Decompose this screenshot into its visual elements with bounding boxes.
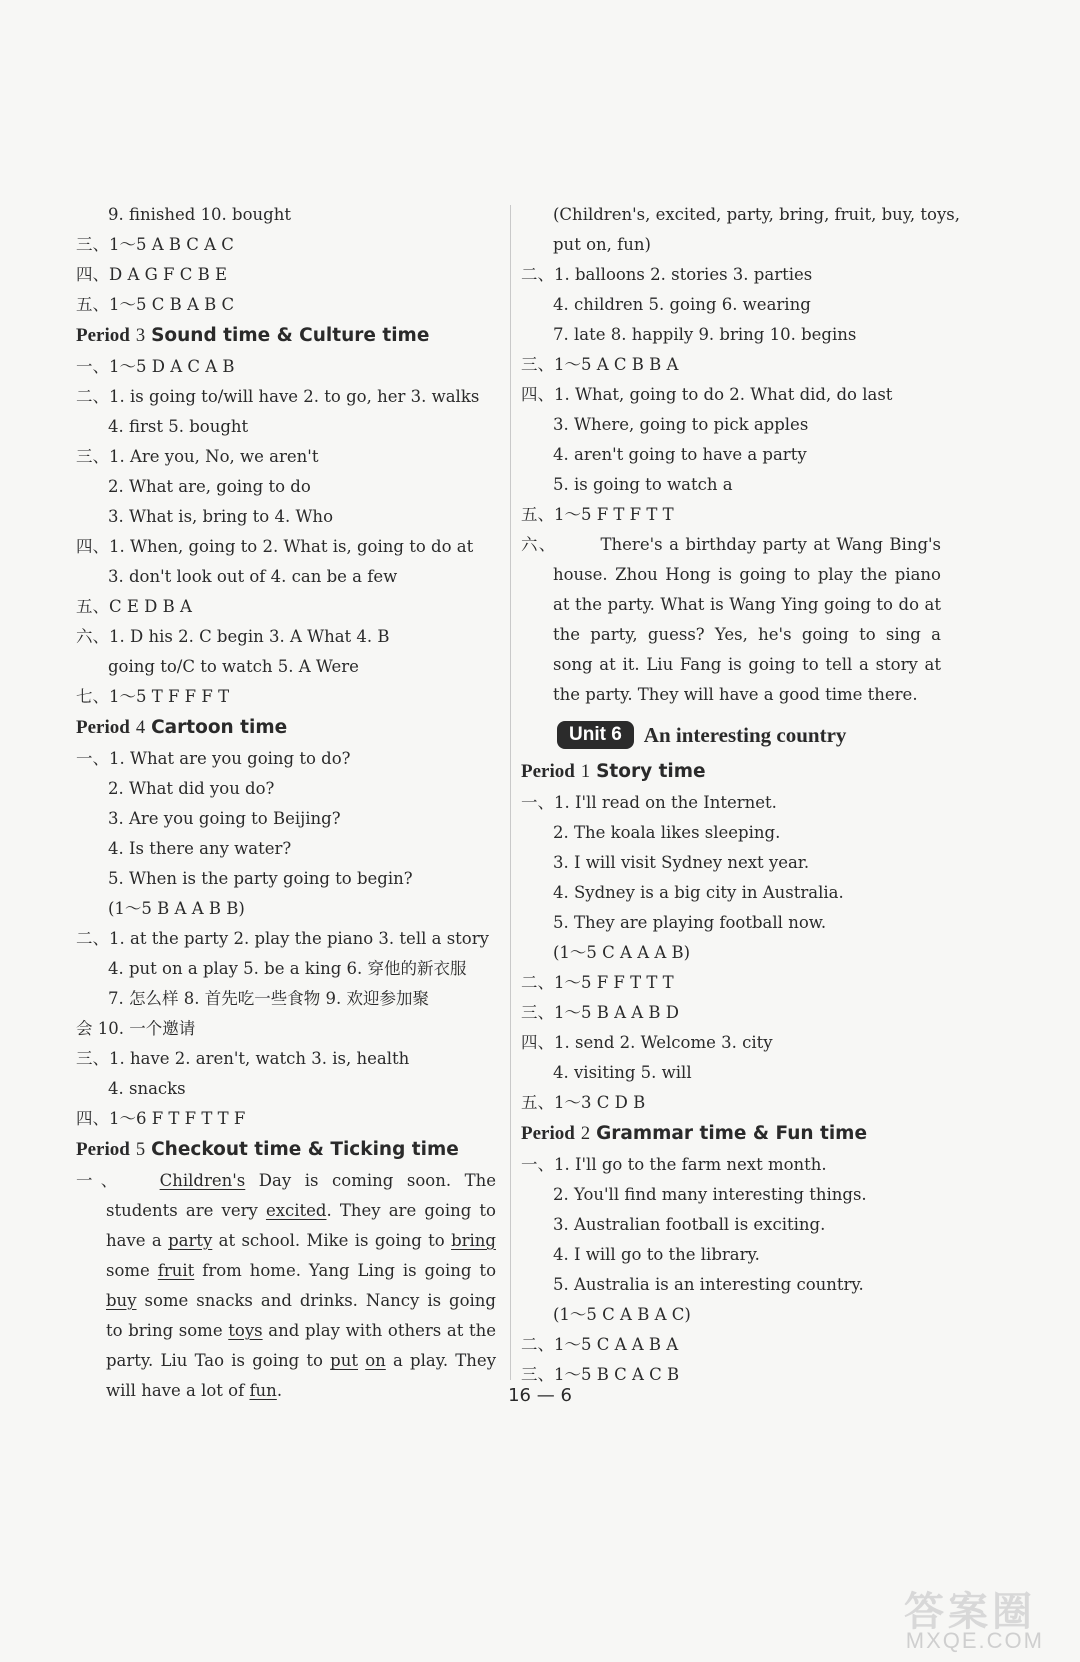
answer-line: 二、1. is going to/will have 2. to go, her 3. walks bbox=[76, 387, 480, 406]
answer-line: 一、1. I'll read on the Internet. bbox=[521, 793, 777, 812]
answer-line: 一、1～5 D A C A B bbox=[76, 357, 235, 376]
answer-line: 二、1～5 C A A B A bbox=[521, 1335, 679, 1354]
page-number: 16 — 6 bbox=[508, 1385, 572, 1406]
answer-line: 三、1～5 B A A B D bbox=[521, 1003, 680, 1022]
unit-heading bbox=[557, 714, 941, 754]
answer-line: 5. Australia is an interesting country. bbox=[553, 1275, 864, 1294]
period-heading: Period 5 Checkout time & Ticking time bbox=[76, 1139, 459, 1160]
answer-line: 4. Sydney is a big city in Australia. bbox=[553, 883, 844, 902]
answer-line: 5. is going to watch a bbox=[553, 475, 733, 494]
answer-line: 三、1～5 A B C A C bbox=[76, 235, 234, 254]
answer-line: 五、1～5 C B A B C bbox=[76, 295, 235, 314]
answer-line: 一、1. What are you going to do? bbox=[76, 749, 351, 768]
answer-line: 五、1～5 F T F T T bbox=[521, 505, 674, 524]
answer-line: 4. snacks bbox=[108, 1079, 186, 1098]
answer-line: 会 10. 一个邀请 bbox=[76, 1019, 196, 1038]
answer-line: 四、1. What, going to do 2. What did, do last bbox=[521, 385, 893, 404]
answer-line: 3. Where, going to pick apples bbox=[553, 415, 809, 434]
answer-line: (Children's, excited, party, bring, fruit, buy, toys, bbox=[553, 205, 960, 224]
answer-line: 七、1～5 T F F F T bbox=[76, 687, 230, 706]
answer-line: 3. don't look out of 4. can be a few bbox=[108, 567, 398, 586]
writing-paragraph: 六、 There's a birthday party at Wang Bing's house. Zhou Hong is going to play the piano at the party. What is Wang Ying going to do at the party, guess? Yes, he's going to sing a song at it. Liu Fang is going to tell a story at the party. They will have a good time there. bbox=[521, 535, 942, 704]
answer-line: 三、1～5 A C B B A bbox=[521, 355, 679, 374]
answer-line: 7. late 8. happily 9. bring 10. begins bbox=[553, 325, 857, 344]
answer-line: 3. Australian football is exciting. bbox=[553, 1215, 826, 1234]
answer-line: 4. put on a play 5. be a king 6. 穿他的新衣服 bbox=[108, 959, 467, 978]
answer-line: 4. I will go to the library. bbox=[553, 1245, 760, 1264]
answer-line: 三、1. Are you, No, we aren't bbox=[76, 447, 319, 466]
cloze-paragraph: 一、 Children's Day is coming soon. The students are very excited. They are going to have a party at school. Mike is going to bring some fruit from home. Yang Ling is going to buy some snacks and drinks. Nancy is going to bring some toys and play with others at the party. Liu Tao is going to put on a play. They will have a lot of fun. bbox=[76, 1171, 497, 1400]
answer-line: 四、1. send 2. Welcome 3. city bbox=[521, 1033, 773, 1052]
answer-line: 六、1. D his 2. C begin 3. A What 4. B bbox=[76, 627, 390, 646]
answer-line: 2. The koala likes sleeping. bbox=[553, 823, 781, 842]
answer-line: (1～5 C A B A C) bbox=[553, 1305, 691, 1324]
answer-line: 5. When is the party going to begin? bbox=[108, 869, 413, 888]
answer-line: 四、D A G F C B E bbox=[76, 265, 228, 284]
period-heading: Period 1 Story time bbox=[521, 761, 706, 782]
answer-line: 三、1. have 2. aren't, watch 3. is, health bbox=[76, 1049, 410, 1068]
answer-line: 3. What is, bring to 4. Who bbox=[108, 507, 333, 526]
answer-line: 三、1～5 B C A C B bbox=[521, 1365, 680, 1384]
right-column bbox=[521, 200, 960, 1390]
answer-line: 9. finished 10. bought bbox=[108, 205, 291, 224]
answer-line: 二、1. balloons 2. stories 3. parties bbox=[521, 265, 813, 284]
answer-line: (1～5 C A A A B) bbox=[553, 943, 691, 962]
answer-line: 四、1～6 F T F T T F bbox=[76, 1109, 246, 1128]
column-divider bbox=[510, 205, 511, 1380]
answer-line: 二、1. at the party 2. play the piano 3. tell a story bbox=[76, 929, 489, 948]
left-column bbox=[76, 200, 496, 1406]
unit-badge: Unit 6 bbox=[557, 721, 634, 749]
answer-line: 二、1～5 F F T T T bbox=[521, 973, 674, 992]
answer-line: 4. children 5. going 6. wearing bbox=[553, 295, 811, 314]
period-heading: Period 4 Cartoon time bbox=[76, 717, 288, 738]
answer-line: 2. What are, going to do bbox=[108, 477, 311, 496]
answer-line: 3. Are you going to Beijing? bbox=[108, 809, 341, 828]
answer-line: 3. I will visit Sydney next year. bbox=[553, 853, 810, 872]
answer-line: 4. visiting 5. will bbox=[553, 1063, 692, 1082]
watermark-site: MXQE.COM bbox=[905, 1628, 1044, 1653]
answer-line: 4. Is there any water? bbox=[108, 839, 292, 858]
answer-line: 五、C E D B A bbox=[76, 597, 192, 616]
answer-line: 7. 怎么样 8. 首先吃一些食物 9. 欢迎参加聚 bbox=[108, 989, 429, 1008]
answer-line: 2. You'll find many interesting things. bbox=[553, 1185, 867, 1204]
answer-line: 四、1. When, going to 2. What is, going to do at bbox=[76, 537, 474, 556]
answer-line: 5. They are playing football now. bbox=[553, 913, 827, 932]
answer-line: 2. What did you do? bbox=[108, 779, 275, 798]
period-heading: Period 2 Grammar time & Fun time bbox=[521, 1123, 868, 1144]
watermark bbox=[814, 1580, 1044, 1654]
answer-line: (1～5 B A A B B) bbox=[108, 899, 245, 918]
unit-title: An interesting country bbox=[643, 722, 847, 747]
answer-line: 4. aren't going to have a party bbox=[553, 445, 807, 464]
answer-line: 一、1. I'll go to the farm next month. bbox=[521, 1155, 827, 1174]
answer-line: put on, fun) bbox=[553, 235, 651, 254]
watermark-logo: 答案圈 bbox=[904, 1589, 1036, 1635]
period-heading: Period 3 Sound time & Culture time bbox=[76, 325, 430, 346]
answer-line: 五、1～3 C D B bbox=[521, 1093, 646, 1112]
answer-line: going to/C to watch 5. A Were bbox=[108, 657, 359, 676]
answer-line: 4. first 5. bought bbox=[108, 417, 249, 436]
